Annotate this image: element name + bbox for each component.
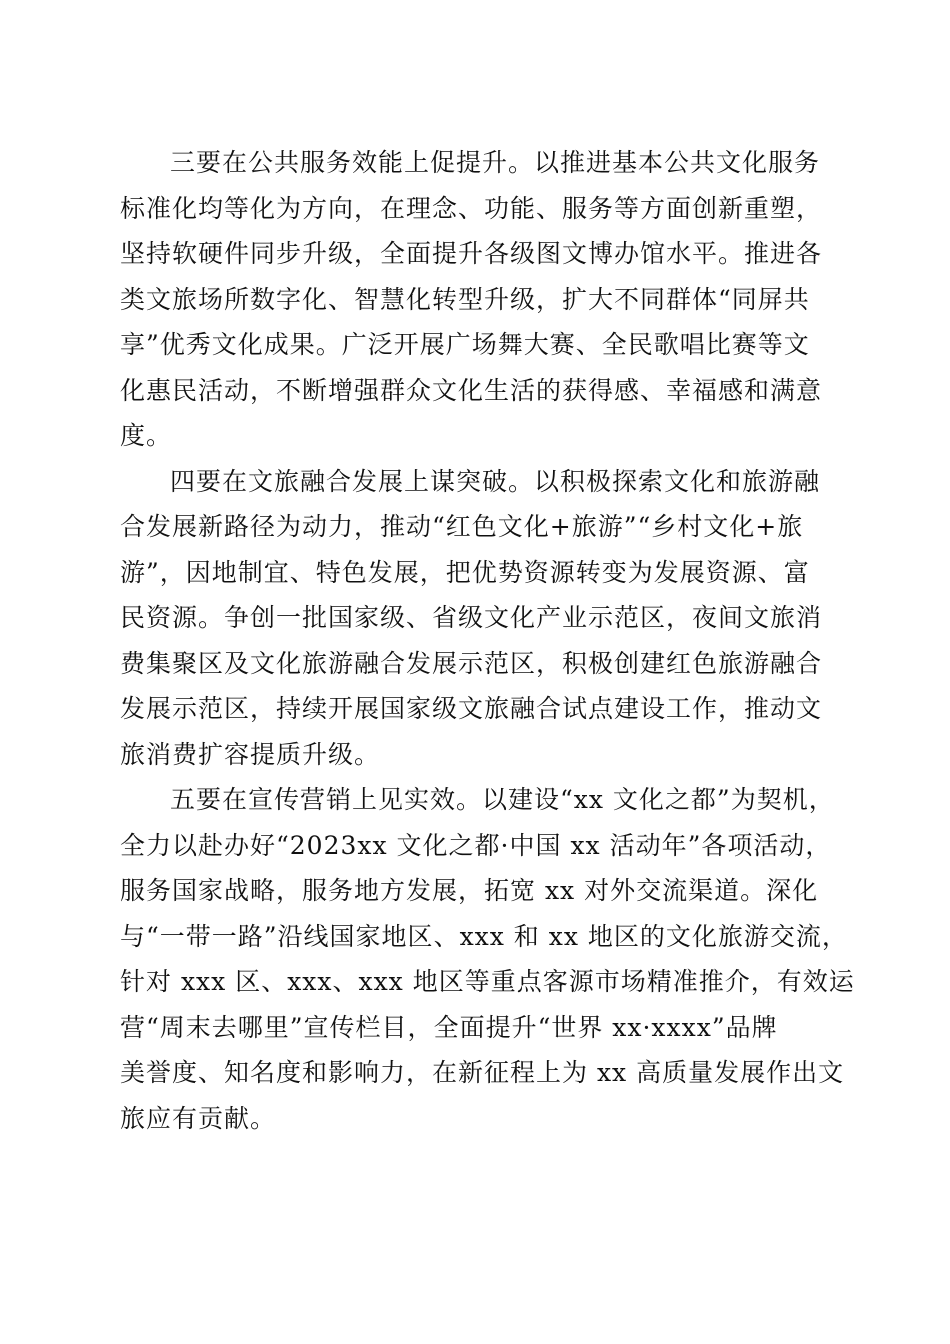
- paragraph-line: 类文旅场所数字化、智慧化转型升级，扩大不同群体“同屏共: [120, 284, 810, 314]
- paragraph-line: 营“周末去哪里”宣传栏目，全面提升“世界 xx·xxxx”品牌: [120, 1012, 778, 1042]
- paragraph-line: 全力以赴办好“2023xx 文化之都·中国 xx 活动年”各项活动，: [120, 830, 832, 860]
- paragraph-line: 旅消费扩容提质升级。: [120, 739, 381, 769]
- paragraph-line: 游”，因地制宜、特色发展，把优势资源转变为发展资源、富: [120, 557, 810, 587]
- paragraph-public-service: [120, 140, 830, 459]
- paragraph-line: 化惠民活动，不断增强群众文化生活的获得感、幸福感和满意: [120, 375, 823, 405]
- paragraph-line: 坚持软硬件同步升级，全面提升各级图文博办馆水平。推进各: [120, 239, 823, 268]
- paragraph-line: 享”优秀文化成果。广泛开展广场舞大赛、全民歌唱比赛等文: [120, 330, 810, 359]
- paragraph-line: 针对 xxx 区、xxx、xxx 地区等重点客源市场精准推介，有效运: [120, 967, 855, 996]
- paragraph-line: 标准化均等化为方向，在理念、功能、服务等方面创新重塑，: [120, 193, 823, 223]
- paragraph-line: 度。: [120, 421, 173, 450]
- paragraph-publicity-marketing: [120, 777, 855, 1141]
- paragraph-culture-tourism-integration: [120, 459, 830, 778]
- paragraph-line: 服务国家战略，服务地方发展，拓宽 xx 对外交流渠道。深化: [120, 876, 819, 905]
- paragraph-line: 四要在文旅融合发展上谋突破。以积极探索文化和旅游融: [170, 466, 821, 496]
- paragraph-line: 合发展新路径为动力，推动“红色文化+旅游”“乡村文化+旅: [120, 512, 804, 541]
- document-body: [120, 140, 855, 1141]
- paragraph-line: 三要在公共服务效能上促提升。以推进基本公共文化服务: [170, 148, 821, 177]
- paragraph-line: 五要在宣传营销上见实效。以建设“xx 文化之都”为契机，: [170, 785, 835, 814]
- paragraph-line: 发展示范区，持续开展国家级文旅融合试点建设工作，推动文: [120, 694, 823, 723]
- paragraph-line: 费集聚区及文化旅游融合发展示范区，积极创建红色旅游融合: [120, 648, 823, 678]
- paragraph-line: 民资源。争创一批国家级、省级文化产业示范区，夜间文旅消: [120, 603, 823, 632]
- paragraph-line: 与“一带一路”沿线国家地区、xxx 和 xx 地区的文化旅游交流，: [120, 921, 848, 951]
- paragraph-line: 美誉度、知名度和影响力，在新征程上为 xx 高质量发展作出文: [120, 1058, 845, 1087]
- paragraph-line: 旅应有贡献。: [120, 1103, 277, 1133]
